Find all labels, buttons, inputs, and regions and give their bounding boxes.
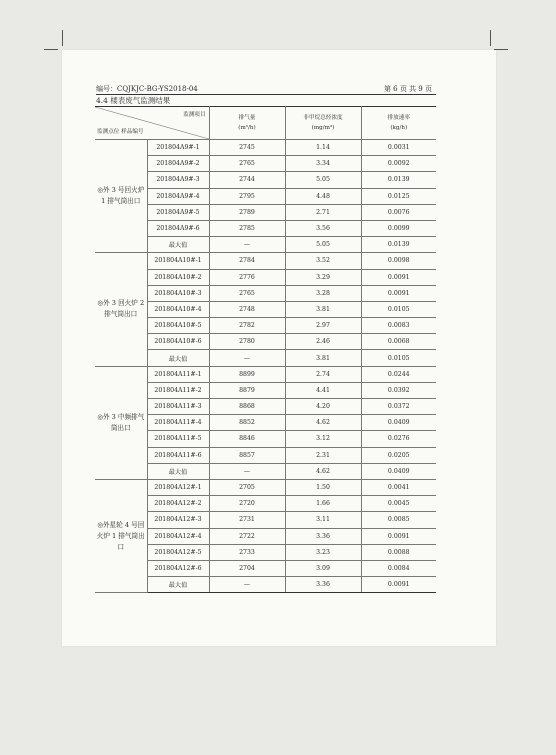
column-header-name: 非甲烷总烃浓度 bbox=[303, 115, 343, 121]
value-cell: 8868 bbox=[209, 399, 285, 415]
value-cell: 3.81 bbox=[285, 350, 361, 366]
value-cell: 0.0091 bbox=[361, 285, 436, 301]
value-cell: 2789 bbox=[209, 204, 285, 220]
monitoring-location: ◎外星轮 4 号回火炉 1 排气筒出口 bbox=[95, 479, 147, 592]
value-cell: — bbox=[209, 237, 285, 253]
table-header-row bbox=[95, 107, 436, 140]
table-row bbox=[95, 220, 436, 236]
value-cell: 1.66 bbox=[285, 496, 361, 512]
value-cell: 0.0105 bbox=[361, 301, 436, 317]
section-title: 4.4 楼表废气监测结果 bbox=[96, 96, 171, 105]
value-cell: 1.50 bbox=[285, 479, 361, 495]
sample-id-cell: 201804A10#-5 bbox=[147, 318, 209, 334]
column-header bbox=[285, 107, 361, 140]
value-cell: 3.81 bbox=[285, 301, 361, 317]
monitoring-location: ◎外 3 中频排气筒出口 bbox=[95, 366, 147, 479]
table-corner-cell bbox=[95, 107, 209, 140]
value-cell: 2784 bbox=[209, 253, 285, 269]
sample-id-cell: 201804A12#-5 bbox=[147, 544, 209, 560]
monitoring-location: ◎外 3 回火炉 2 排气筒出口 bbox=[95, 253, 147, 366]
table-row bbox=[95, 479, 436, 495]
table-row bbox=[95, 382, 436, 398]
value-cell: 2744 bbox=[209, 172, 285, 188]
sample-id-cell: 201804A11#-4 bbox=[147, 415, 209, 431]
value-cell: 2.74 bbox=[285, 366, 361, 382]
value-cell: 2782 bbox=[209, 318, 285, 334]
column-header bbox=[361, 107, 436, 140]
table-row bbox=[95, 156, 436, 172]
value-cell: 2765 bbox=[209, 156, 285, 172]
value-cell: 2.31 bbox=[285, 447, 361, 463]
value-cell: 3.36 bbox=[285, 528, 361, 544]
sample-id-cell: 201804A10#-6 bbox=[147, 334, 209, 350]
value-cell: 5.05 bbox=[285, 237, 361, 253]
value-cell: 3.09 bbox=[285, 560, 361, 576]
column-header-unit: (m³/h) bbox=[238, 125, 256, 131]
value-cell: 0.0276 bbox=[361, 431, 436, 447]
value-cell: 2785 bbox=[209, 220, 285, 236]
value-cell: 4.48 bbox=[285, 188, 361, 204]
value-cell: 0.0041 bbox=[361, 479, 436, 495]
corner-label-bottom: 监测点位 样品编号 bbox=[97, 129, 144, 135]
sample-id-cell: 201804A10#-2 bbox=[147, 269, 209, 285]
sample-id-cell: 201804A12#-4 bbox=[147, 528, 209, 544]
column-header bbox=[209, 107, 285, 140]
value-cell: 2.97 bbox=[285, 318, 361, 334]
table-row bbox=[95, 512, 436, 528]
sample-id-cell: 201804A10#-1 bbox=[147, 253, 209, 269]
sample-id-cell: 201804A11#-1 bbox=[147, 366, 209, 382]
value-cell: 0.0091 bbox=[361, 269, 436, 285]
value-cell: 4.62 bbox=[285, 463, 361, 479]
value-cell: 2733 bbox=[209, 544, 285, 560]
table-row bbox=[95, 253, 436, 269]
value-cell: 8899 bbox=[209, 366, 285, 382]
sample-id-cell: 201804A12#-6 bbox=[147, 560, 209, 576]
value-cell: 0.0068 bbox=[361, 334, 436, 350]
table-row bbox=[95, 496, 436, 512]
value-cell: 0.0139 bbox=[361, 172, 436, 188]
document-number: 编号：CQJKJC-BG-YS2018-04 bbox=[96, 85, 198, 93]
table-row bbox=[95, 350, 436, 366]
value-cell: 0.0372 bbox=[361, 399, 436, 415]
table-row bbox=[95, 366, 436, 382]
value-cell: 0.0091 bbox=[361, 577, 436, 593]
column-header-unit: (mg/m³) bbox=[311, 125, 335, 131]
sample-id-cell: 201804A9#-5 bbox=[147, 204, 209, 220]
value-cell: 0.0076 bbox=[361, 204, 436, 220]
sample-id-cell: 最大值 bbox=[147, 577, 209, 593]
sample-id-cell: 201804A9#-4 bbox=[147, 188, 209, 204]
crop-mark bbox=[44, 49, 58, 50]
value-cell: 8879 bbox=[209, 382, 285, 398]
value-cell: 0.0409 bbox=[361, 415, 436, 431]
sample-id-cell: 最大值 bbox=[147, 350, 209, 366]
sample-id-cell: 201804A12#-3 bbox=[147, 512, 209, 528]
table-row bbox=[95, 204, 436, 220]
crop-mark bbox=[490, 30, 491, 46]
sample-id-cell: 201804A11#-2 bbox=[147, 382, 209, 398]
value-cell: 0.0205 bbox=[361, 447, 436, 463]
crop-mark bbox=[62, 30, 63, 46]
value-cell: 3.34 bbox=[285, 156, 361, 172]
table-row bbox=[95, 463, 436, 479]
corner-label-top: 监测项目 bbox=[183, 112, 206, 118]
value-cell: 2795 bbox=[209, 188, 285, 204]
table-row bbox=[95, 269, 436, 285]
value-cell: 0.0409 bbox=[361, 463, 436, 479]
sample-id-cell: 201804A9#-2 bbox=[147, 156, 209, 172]
value-cell: 1.14 bbox=[285, 140, 361, 156]
sample-id-cell: 201804A10#-3 bbox=[147, 285, 209, 301]
sample-id-cell: 201804A11#-6 bbox=[147, 447, 209, 463]
table-row bbox=[95, 237, 436, 253]
sample-id-cell: 201804A11#-3 bbox=[147, 399, 209, 415]
table-row bbox=[95, 431, 436, 447]
sample-id-cell: 201804A9#-1 bbox=[147, 140, 209, 156]
monitoring-location: ◎外 3 号回火炉 1 排气筒出口 bbox=[95, 140, 147, 253]
page-indicator: 第 6 页 共 9 页 bbox=[383, 85, 432, 93]
value-cell: 0.0084 bbox=[361, 560, 436, 576]
value-cell: 5.05 bbox=[285, 172, 361, 188]
table-row bbox=[95, 528, 436, 544]
value-cell: 2722 bbox=[209, 528, 285, 544]
table-row bbox=[95, 399, 436, 415]
value-cell: 0.0091 bbox=[361, 528, 436, 544]
value-cell: 8852 bbox=[209, 415, 285, 431]
value-cell: 2.46 bbox=[285, 334, 361, 350]
value-cell: 8846 bbox=[209, 431, 285, 447]
value-cell: 0.0139 bbox=[361, 237, 436, 253]
table-row bbox=[95, 318, 436, 334]
column-header-name: 排气量 bbox=[238, 115, 256, 121]
value-cell: — bbox=[209, 350, 285, 366]
table-row bbox=[95, 285, 436, 301]
sample-id-cell: 最大值 bbox=[147, 237, 209, 253]
table-row bbox=[95, 544, 436, 560]
table-row bbox=[95, 301, 436, 317]
value-cell: 3.52 bbox=[285, 253, 361, 269]
value-cell: 0.0083 bbox=[361, 318, 436, 334]
value-cell: 2705 bbox=[209, 479, 285, 495]
sample-id-cell: 201804A12#-2 bbox=[147, 496, 209, 512]
value-cell: 2720 bbox=[209, 496, 285, 512]
value-cell: 3.23 bbox=[285, 544, 361, 560]
value-cell: 3.29 bbox=[285, 269, 361, 285]
table-row bbox=[95, 447, 436, 463]
value-cell: 0.0099 bbox=[361, 220, 436, 236]
table-row bbox=[95, 188, 436, 204]
value-cell: 0.0088 bbox=[361, 544, 436, 560]
value-cell: 0.0098 bbox=[361, 253, 436, 269]
table-row bbox=[95, 172, 436, 188]
value-cell: 2704 bbox=[209, 560, 285, 576]
value-cell: 4.20 bbox=[285, 399, 361, 415]
monitoring-results-table bbox=[95, 106, 436, 593]
table-row bbox=[95, 140, 436, 156]
crop-mark bbox=[494, 49, 508, 50]
sample-id-cell: 201804A11#-5 bbox=[147, 431, 209, 447]
value-cell: 3.28 bbox=[285, 285, 361, 301]
value-cell: 0.0031 bbox=[361, 140, 436, 156]
value-cell: 2.71 bbox=[285, 204, 361, 220]
value-cell: 8857 bbox=[209, 447, 285, 463]
value-cell: 2780 bbox=[209, 334, 285, 350]
value-cell: 2776 bbox=[209, 269, 285, 285]
column-header-unit: (kg/h) bbox=[390, 125, 408, 131]
value-cell: 0.0244 bbox=[361, 366, 436, 382]
value-cell: 2748 bbox=[209, 301, 285, 317]
table-row bbox=[95, 415, 436, 431]
table-row bbox=[95, 334, 436, 350]
value-cell: 4.62 bbox=[285, 415, 361, 431]
value-cell: 0.0085 bbox=[361, 512, 436, 528]
value-cell: 0.0092 bbox=[361, 156, 436, 172]
value-cell: 0.0105 bbox=[361, 350, 436, 366]
column-header-name: 排放速率 bbox=[387, 115, 410, 121]
value-cell: 3.36 bbox=[285, 577, 361, 593]
value-cell: 0.0125 bbox=[361, 188, 436, 204]
value-cell: 3.56 bbox=[285, 220, 361, 236]
value-cell: 0.0392 bbox=[361, 382, 436, 398]
value-cell: 0.0045 bbox=[361, 496, 436, 512]
value-cell: 2745 bbox=[209, 140, 285, 156]
sample-id-cell: 201804A9#-3 bbox=[147, 172, 209, 188]
value-cell: 2765 bbox=[209, 285, 285, 301]
value-cell: 4.41 bbox=[285, 382, 361, 398]
table-row bbox=[95, 560, 436, 576]
value-cell: 2731 bbox=[209, 512, 285, 528]
sample-id-cell: 201804A10#-4 bbox=[147, 301, 209, 317]
sample-id-cell: 最大值 bbox=[147, 463, 209, 479]
table-row bbox=[95, 577, 436, 593]
sample-id-cell: 201804A9#-6 bbox=[147, 220, 209, 236]
value-cell: 3.12 bbox=[285, 431, 361, 447]
value-cell: — bbox=[209, 463, 285, 479]
sample-id-cell: 201804A12#-1 bbox=[147, 479, 209, 495]
value-cell: 3.11 bbox=[285, 512, 361, 528]
value-cell: — bbox=[209, 577, 285, 593]
